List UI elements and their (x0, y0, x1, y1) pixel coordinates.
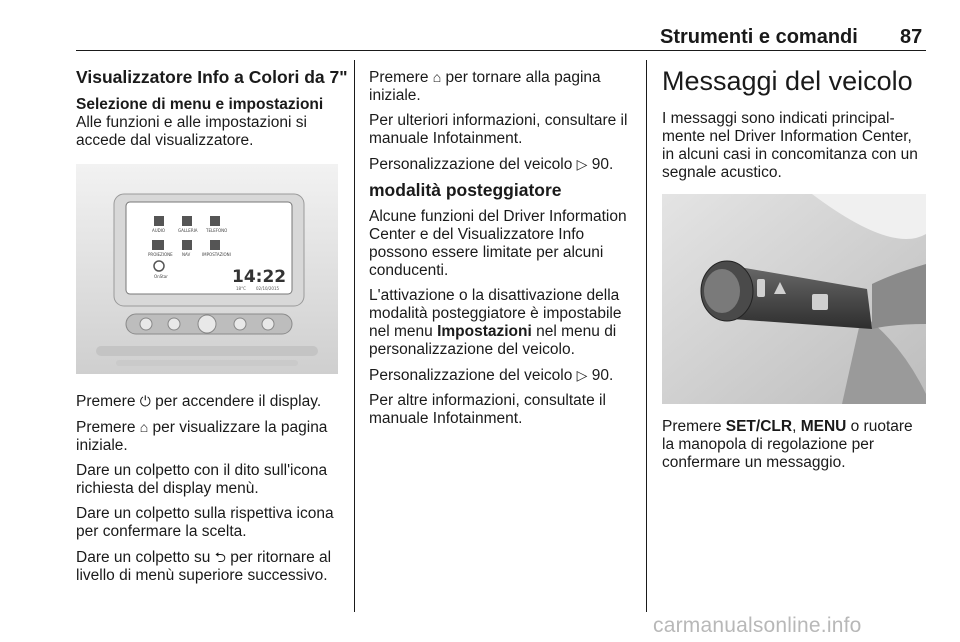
paragraph-reference-2: Personalizzazione del veicolo ▷ 90. (369, 367, 614, 384)
paragraph-reference-1: Personalizzazione del veicolo ▷ 90. (369, 156, 614, 173)
page-number: 87 (900, 26, 923, 48)
paragraph-more-info: Per ulteriori informazioni, consultare il manuale Infotainment. (369, 112, 628, 147)
power-icon: ⏻ (139, 393, 151, 409)
paragraph-valet-limits: Alcune funzioni del Driver Information Center e del Visualizzatore Info possono essere limitate per alcuni conducenti. (369, 208, 627, 279)
paragraph-confirm-message: Premere SET/CLR, MENU o ruotare la manopola di regolazione per confermare un messaggio. (662, 418, 913, 471)
menu-label-audio: AUDIO (152, 228, 166, 233)
header-rule (76, 50, 926, 51)
paragraph-confirm: Dare un colpetto sulla rispettiva icona per confermare la scelta. (76, 505, 334, 540)
steering-stalk-figure (662, 194, 926, 404)
paragraph-valet-settings: L'attivazione o la disattivazione della modalità posteggiatore è impostabile nel menu Impostazioni nel menu di personalizzazione del veicolo. (369, 287, 622, 358)
back-arrow-icon: ⮌ (214, 549, 226, 565)
home-icon: ⌂ (432, 69, 442, 85)
column-1 (76, 68, 348, 592)
info-display-figure (76, 164, 338, 374)
column-2 (369, 68, 641, 435)
home-icon: ⌂ (139, 419, 149, 435)
section-heading: Visualizzatore Info a Colori da 7" (76, 67, 348, 87)
intro-text: Alle funzioni e alle impostazioni si accede dal visualizzatore. (76, 114, 307, 149)
watermark-text: carmanualsonline.info (653, 614, 862, 637)
vehicle-messages-heading: Messaggi del veicolo (662, 66, 913, 96)
paragraph-back: Dare un colpetto su ⮌ per ritornare al livello di menù superiore successivo. (76, 549, 332, 584)
menu-label-onstar: OnStar (154, 274, 168, 279)
column-divider-1 (354, 60, 355, 612)
menu-label-galleria: GALLERIA (178, 228, 198, 233)
paragraph-tap-icon: Dare un colpetto con il dito sull'icona richiesta del display menù. (76, 462, 328, 497)
screen-clock: 14:22 (232, 267, 287, 287)
subsection-heading: Selezione di menu e impostazioni (76, 96, 324, 113)
reference-arrow-icon: ▷ (576, 156, 588, 172)
menu-label-telefono: TELEFONO (206, 228, 228, 233)
menu-label-nav: NAV (182, 252, 191, 257)
reference-arrow-icon: ▷ (576, 367, 588, 383)
screen-temperature: 18°C (236, 286, 246, 291)
menu-label-proiezione: PROIEZIONE (148, 252, 173, 257)
paragraph-home-return: Premere ⌂ per tornare alla pagina iniziale. (369, 69, 601, 104)
column-3 (662, 66, 928, 479)
menu-label-impostazioni: IMPOSTAZIONI (202, 252, 231, 257)
column-divider-2 (646, 60, 647, 612)
screen-date: 02/10/2015 (256, 286, 280, 291)
paragraph-infotainment: Per altre informazioni, consultate il manuale Infotainment. (369, 392, 606, 427)
paragraph-messages-intro: I messaggi sono indicati principal-mente nel Driver Information Center, in alcuni casi in concomitanza con un segnale acustico. (662, 110, 918, 181)
paragraph-home: Premere ⌂ per visualizzare la pagina iniziale. (76, 419, 328, 454)
paragraph-power: Premere ⏻ per accendere il display. (76, 393, 322, 410)
page-header-title: Strumenti e comandi (660, 26, 858, 48)
valet-mode-heading: modalità posteggiatore (369, 180, 562, 200)
